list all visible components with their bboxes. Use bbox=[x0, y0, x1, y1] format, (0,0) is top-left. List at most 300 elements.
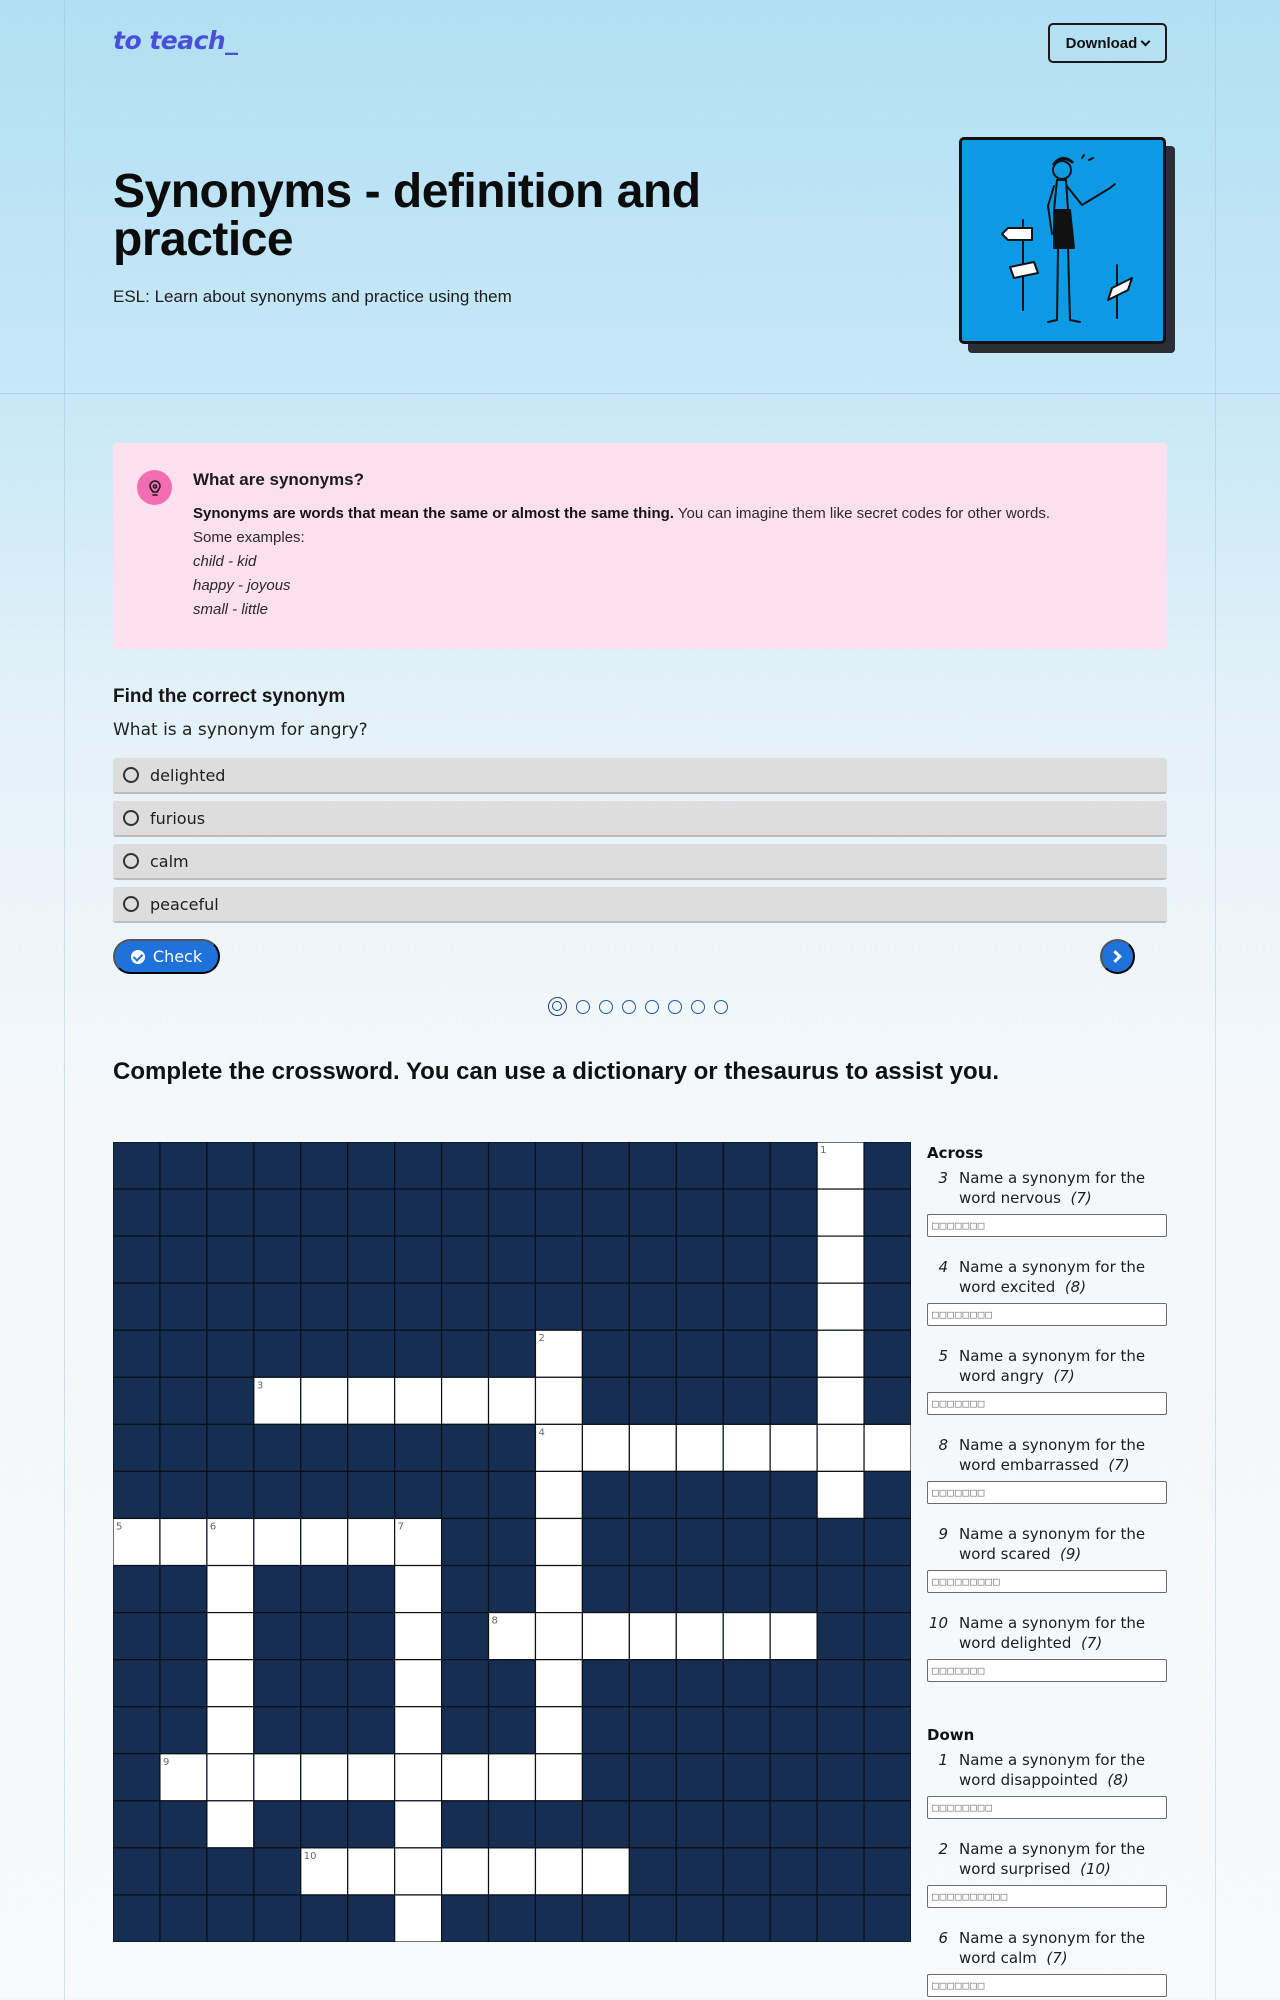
crossword-cell[interactable] bbox=[770, 1613, 817, 1660]
crossword-cell[interactable] bbox=[582, 1424, 629, 1471]
answer-input-across-10[interactable] bbox=[927, 1659, 1167, 1682]
crossword-cell[interactable] bbox=[348, 1377, 395, 1424]
crossword-block bbox=[676, 1566, 723, 1613]
crossword-block bbox=[817, 1518, 864, 1565]
crossword-block bbox=[582, 1283, 629, 1330]
clue-length: (7) bbox=[1053, 1367, 1075, 1385]
crossword-block bbox=[770, 1377, 817, 1424]
lightbulb-icon bbox=[137, 470, 172, 505]
radio-button[interactable] bbox=[123, 767, 139, 783]
cell-number: 9 bbox=[162, 1756, 170, 1768]
crossword-cell[interactable] bbox=[535, 1377, 582, 1424]
clue-text: Name a synonym for the word scared bbox=[959, 1525, 1146, 1563]
crossword-block bbox=[582, 1236, 629, 1283]
clue-text: Name a synonym for the word disappointed bbox=[959, 1751, 1146, 1789]
crossword-block bbox=[723, 1330, 770, 1377]
crossword-block bbox=[723, 1566, 770, 1613]
crossword-block bbox=[207, 1895, 254, 1942]
crossword-block bbox=[442, 1424, 489, 1471]
crossword-block bbox=[254, 1848, 301, 1895]
crossword-block bbox=[254, 1707, 301, 1754]
crossword-block bbox=[582, 1801, 629, 1848]
example-item: small - little bbox=[193, 601, 269, 618]
option-label: delighted bbox=[150, 765, 226, 785]
crossword-block bbox=[629, 1330, 676, 1377]
crossword-block bbox=[301, 1707, 348, 1754]
answer-option[interactable] bbox=[113, 758, 1167, 794]
crossword-block bbox=[160, 1848, 207, 1895]
definition-callout bbox=[113, 443, 1167, 649]
answer-input-across-5[interactable] bbox=[927, 1392, 1167, 1415]
crossword-block bbox=[489, 1142, 536, 1189]
crossword-cell[interactable] bbox=[395, 1566, 442, 1613]
crossword-block bbox=[442, 1142, 489, 1189]
pagination-dot[interactable] bbox=[622, 1000, 636, 1014]
answer-input-down-6[interactable] bbox=[927, 1974, 1167, 1997]
crossword-block bbox=[160, 1377, 207, 1424]
crossword-block bbox=[301, 1236, 348, 1283]
crossword-block bbox=[113, 1707, 160, 1754]
crossword-block bbox=[160, 1236, 207, 1283]
crossword-cell[interactable] bbox=[395, 1848, 442, 1895]
answer-input-down-1[interactable] bbox=[927, 1796, 1167, 1819]
cell-number: 7 bbox=[397, 1521, 405, 1533]
radio-button[interactable] bbox=[123, 896, 139, 912]
crossword-block bbox=[676, 1377, 723, 1424]
crossword-block bbox=[864, 1330, 911, 1377]
crossword-block bbox=[489, 1660, 536, 1707]
crossword-cell[interactable] bbox=[207, 1754, 254, 1801]
crossword-cell[interactable] bbox=[817, 1283, 864, 1330]
crossword-cell[interactable] bbox=[817, 1377, 864, 1424]
crossword-block bbox=[817, 1895, 864, 1942]
crossword-block bbox=[395, 1236, 442, 1283]
crossword-cell[interactable] bbox=[535, 1707, 582, 1754]
download-button[interactable] bbox=[1048, 23, 1167, 63]
crossword-block bbox=[582, 1518, 629, 1565]
clue-text: Name a synonym for the word excited bbox=[959, 1258, 1146, 1296]
crossword-block bbox=[723, 1707, 770, 1754]
question-pagination bbox=[548, 997, 728, 1016]
crossword-block bbox=[676, 1754, 723, 1801]
crossword-cell[interactable] bbox=[207, 1566, 254, 1613]
crossword-block bbox=[582, 1377, 629, 1424]
clue-length: (10) bbox=[1080, 1860, 1111, 1878]
crossword-block bbox=[395, 1189, 442, 1236]
crossword-block bbox=[489, 1471, 536, 1518]
crossword-block bbox=[489, 1895, 536, 1942]
confused-person-signposts-illustration bbox=[962, 140, 1163, 341]
crossword-cell[interactable] bbox=[348, 1754, 395, 1801]
callout-title: What are synonyms? bbox=[193, 470, 364, 489]
crossword-block bbox=[629, 1801, 676, 1848]
pagination-dot[interactable] bbox=[668, 1000, 682, 1014]
crossword-block bbox=[770, 1660, 817, 1707]
crossword-cell[interactable] bbox=[864, 1424, 911, 1471]
crossword-cell[interactable] bbox=[582, 1613, 629, 1660]
crossword-block bbox=[535, 1283, 582, 1330]
crossword-block bbox=[160, 1613, 207, 1660]
crossword-cell[interactable] bbox=[442, 1377, 489, 1424]
crossword-block bbox=[864, 1377, 911, 1424]
crossword-cell[interactable] bbox=[395, 1707, 442, 1754]
crossword-block bbox=[160, 1707, 207, 1754]
crossword-cell[interactable] bbox=[395, 1377, 442, 1424]
crossword-block bbox=[489, 1283, 536, 1330]
crossword-cell[interactable] bbox=[723, 1613, 770, 1660]
radio-button[interactable] bbox=[123, 810, 139, 826]
crossword-block bbox=[629, 1142, 676, 1189]
crossword-block bbox=[629, 1848, 676, 1895]
crossword-block bbox=[629, 1566, 676, 1613]
crossword-block bbox=[817, 1848, 864, 1895]
crossword-block bbox=[442, 1566, 489, 1613]
crossword-block bbox=[160, 1895, 207, 1942]
crossword-block bbox=[254, 1142, 301, 1189]
crossword-cell[interactable] bbox=[817, 1330, 864, 1377]
crossword-block bbox=[442, 1330, 489, 1377]
crossword-block bbox=[113, 1471, 160, 1518]
crossword-block bbox=[582, 1895, 629, 1942]
cell-number: 2 bbox=[538, 1333, 545, 1345]
crossword-block bbox=[864, 1707, 911, 1754]
crossword-block bbox=[770, 1518, 817, 1565]
crossword-cell[interactable] bbox=[442, 1848, 489, 1895]
crossword-cell[interactable] bbox=[535, 1754, 582, 1801]
crossword-block bbox=[301, 1283, 348, 1330]
crossword-block bbox=[676, 1848, 723, 1895]
crossword-block bbox=[113, 1142, 160, 1189]
crossword-block bbox=[254, 1330, 301, 1377]
crossword-block bbox=[301, 1471, 348, 1518]
answer-input-across-3[interactable] bbox=[927, 1214, 1167, 1237]
crossword-block bbox=[723, 1518, 770, 1565]
crossword-cell[interactable] bbox=[535, 1660, 582, 1707]
clue-number: 4 bbox=[938, 1258, 948, 1276]
crossword-block bbox=[770, 1754, 817, 1801]
crossword-block bbox=[723, 1142, 770, 1189]
crossword-block bbox=[723, 1283, 770, 1330]
cell-number: 6 bbox=[209, 1521, 217, 1533]
crossword-block bbox=[442, 1613, 489, 1660]
crossword-cell[interactable] bbox=[535, 1566, 582, 1613]
crossword-cell[interactable] bbox=[395, 1801, 442, 1848]
cell-number: 5 bbox=[116, 1521, 123, 1533]
crossword-block bbox=[489, 1189, 536, 1236]
crossword-block bbox=[348, 1330, 395, 1377]
crossword-block bbox=[817, 1566, 864, 1613]
example-item: happy - joyous bbox=[193, 577, 291, 594]
crossword-block bbox=[442, 1236, 489, 1283]
clue-down-2 bbox=[927, 1839, 1167, 1908]
layout-guide-right bbox=[1215, 0, 1216, 2000]
crossword-block bbox=[723, 1754, 770, 1801]
crossword-block bbox=[301, 1613, 348, 1660]
crossword-cell[interactable] bbox=[817, 1189, 864, 1236]
crossword-block bbox=[629, 1895, 676, 1942]
pagination-dot[interactable] bbox=[714, 1000, 728, 1014]
crossword-block bbox=[254, 1566, 301, 1613]
crossword-block bbox=[723, 1848, 770, 1895]
crossword-grid bbox=[113, 1142, 911, 1942]
crossword-cell[interactable] bbox=[207, 1801, 254, 1848]
check-label: Check bbox=[152, 947, 203, 966]
crossword-cell[interactable] bbox=[395, 1754, 442, 1801]
crossword-block bbox=[489, 1424, 536, 1471]
crossword-cell[interactable] bbox=[254, 1754, 301, 1801]
crossword-block bbox=[160, 1801, 207, 1848]
crossword-cell[interactable] bbox=[301, 1754, 348, 1801]
crossword-block bbox=[113, 1613, 160, 1660]
crossword-block bbox=[629, 1518, 676, 1565]
crossword-cell[interactable] bbox=[676, 1424, 723, 1471]
page-subtitle: ESL: Learn about synonyms and practice using them bbox=[113, 287, 512, 306]
answer-input-across-4[interactable] bbox=[927, 1303, 1167, 1326]
option-label: calm bbox=[150, 851, 189, 871]
crossword-block bbox=[395, 1424, 442, 1471]
clue-down-1 bbox=[927, 1750, 1167, 1819]
crossword-cell[interactable] bbox=[676, 1613, 723, 1660]
crossword-block bbox=[489, 1707, 536, 1754]
crossword-block bbox=[582, 1189, 629, 1236]
clue-length: (8) bbox=[1064, 1278, 1087, 1296]
crossword-clues bbox=[927, 1142, 1167, 2000]
clue-text: Name a synonym for the word nervous bbox=[959, 1169, 1146, 1207]
crossword-block bbox=[348, 1424, 395, 1471]
crossword-cell[interactable] bbox=[489, 1377, 536, 1424]
examples-label: Some examples: bbox=[193, 529, 305, 546]
crossword-block bbox=[254, 1283, 301, 1330]
crossword-block bbox=[348, 1613, 395, 1660]
answer-option[interactable] bbox=[113, 844, 1167, 880]
layout-guide-left bbox=[64, 0, 65, 2000]
clue-section-spacer bbox=[927, 1702, 1167, 1724]
crossword-block bbox=[489, 1518, 536, 1565]
check-answer-button[interactable] bbox=[113, 939, 220, 974]
crossword-block bbox=[864, 1660, 911, 1707]
crossword-block bbox=[348, 1895, 395, 1942]
site-logo[interactable]: to teach_ bbox=[113, 26, 238, 55]
crossword-block bbox=[160, 1660, 207, 1707]
crossword-block bbox=[207, 1377, 254, 1424]
crossword-block bbox=[629, 1236, 676, 1283]
example-item: child - kid bbox=[193, 553, 257, 570]
crossword-block bbox=[770, 1801, 817, 1848]
lightbulb-glyph bbox=[146, 479, 164, 497]
crossword-cell[interactable] bbox=[489, 1848, 536, 1895]
crossword-cell[interactable] bbox=[301, 1377, 348, 1424]
crossword-block bbox=[770, 1848, 817, 1895]
cell-number: 8 bbox=[491, 1615, 498, 1627]
radio-button[interactable] bbox=[123, 853, 139, 869]
crossword-block bbox=[301, 1660, 348, 1707]
clue-number: 5 bbox=[938, 1347, 948, 1365]
option-label: peaceful bbox=[150, 894, 219, 914]
crossword-block bbox=[160, 1189, 207, 1236]
crossword-block bbox=[676, 1236, 723, 1283]
crossword-block bbox=[864, 1283, 911, 1330]
crossword-block bbox=[113, 1801, 160, 1848]
crossword-block bbox=[442, 1660, 489, 1707]
crossword-block bbox=[582, 1330, 629, 1377]
crossword-block bbox=[301, 1142, 348, 1189]
check-circle-icon bbox=[131, 950, 145, 964]
crossword-block bbox=[723, 1895, 770, 1942]
download-label: Download bbox=[1065, 34, 1138, 52]
answer-option[interactable] bbox=[113, 887, 1167, 923]
crossword-cell[interactable] bbox=[629, 1424, 676, 1471]
crossword-cell[interactable] bbox=[207, 1613, 254, 1660]
crossword-block bbox=[629, 1189, 676, 1236]
crossword-cell[interactable] bbox=[817, 1471, 864, 1518]
pagination-dot[interactable] bbox=[576, 1000, 590, 1014]
crossword-block bbox=[489, 1330, 536, 1377]
crossword-cell[interactable] bbox=[535, 1613, 582, 1660]
crossword-block bbox=[348, 1660, 395, 1707]
crossword-cell[interactable] bbox=[535, 1471, 582, 1518]
pagination-dot[interactable] bbox=[599, 1000, 613, 1014]
crossword-cell[interactable] bbox=[207, 1660, 254, 1707]
cell-number: 3 bbox=[256, 1380, 264, 1392]
clue-text: Name a synonym for the word angry bbox=[959, 1347, 1146, 1385]
crossword-block bbox=[207, 1848, 254, 1895]
crossword-cell[interactable] bbox=[535, 1848, 582, 1895]
pagination-dot[interactable] bbox=[645, 1000, 659, 1014]
crossword-block bbox=[113, 1377, 160, 1424]
clue-length: (7) bbox=[1080, 1634, 1103, 1652]
crossword-block bbox=[207, 1424, 254, 1471]
crossword-block bbox=[770, 1236, 817, 1283]
crossword-cell[interactable] bbox=[770, 1424, 817, 1471]
answer-option[interactable] bbox=[113, 801, 1167, 837]
clue-text: Name a synonym for the word surprised bbox=[959, 1840, 1146, 1878]
crossword-block bbox=[301, 1424, 348, 1471]
crossword-block bbox=[535, 1236, 582, 1283]
crossword-heading: Complete the crossword. You can use a dictionary or thesaurus to assist you. bbox=[113, 1058, 1000, 1085]
crossword-block bbox=[113, 1754, 160, 1801]
crossword-block bbox=[348, 1566, 395, 1613]
pagination-dot[interactable] bbox=[548, 997, 567, 1016]
crossword-cell[interactable] bbox=[723, 1424, 770, 1471]
callout-body bbox=[193, 502, 1050, 622]
chevron-right-icon bbox=[1109, 950, 1122, 963]
crossword-block bbox=[301, 1895, 348, 1942]
quiz-question: What is a synonym for angry? bbox=[113, 720, 368, 740]
crossword-cell[interactable] bbox=[535, 1518, 582, 1565]
crossword-block bbox=[301, 1189, 348, 1236]
answer-input-across-8[interactable] bbox=[927, 1481, 1167, 1504]
crossword-block bbox=[676, 1283, 723, 1330]
crossword-block bbox=[113, 1424, 160, 1471]
clue-across-9 bbox=[927, 1524, 1167, 1593]
crossword-cell[interactable] bbox=[395, 1613, 442, 1660]
crossword-block bbox=[864, 1895, 911, 1942]
crossword-cell[interactable] bbox=[160, 1518, 207, 1565]
crossword-block bbox=[864, 1236, 911, 1283]
crossword-cell[interactable] bbox=[817, 1424, 864, 1471]
crossword-block bbox=[629, 1283, 676, 1330]
clue-number: 8 bbox=[938, 1436, 948, 1454]
crossword-block bbox=[348, 1142, 395, 1189]
crossword-block bbox=[629, 1754, 676, 1801]
next-question-button[interactable] bbox=[1100, 939, 1135, 974]
crossword-cell[interactable] bbox=[489, 1754, 536, 1801]
cell-number: 1 bbox=[820, 1145, 827, 1156]
crossword-block bbox=[864, 1142, 911, 1189]
crossword-block bbox=[535, 1801, 582, 1848]
crossword-cell[interactable] bbox=[207, 1707, 254, 1754]
crossword-block bbox=[770, 1471, 817, 1518]
clue-across-3 bbox=[927, 1168, 1167, 1237]
crossword-block bbox=[442, 1707, 489, 1754]
clue-text: Name a synonym for the word embarrassed bbox=[959, 1436, 1146, 1474]
crossword-cell[interactable] bbox=[254, 1518, 301, 1565]
answer-input-down-2[interactable] bbox=[927, 1885, 1167, 1908]
crossword-block bbox=[254, 1801, 301, 1848]
crossword-block bbox=[254, 1895, 301, 1942]
crossword-block bbox=[301, 1566, 348, 1613]
crossword-cell[interactable] bbox=[395, 1895, 442, 1942]
pagination-dot[interactable] bbox=[691, 1000, 705, 1014]
clue-across-10 bbox=[927, 1613, 1167, 1682]
crossword-block bbox=[160, 1566, 207, 1613]
crossword-cell[interactable] bbox=[442, 1754, 489, 1801]
crossword-cell[interactable] bbox=[348, 1518, 395, 1565]
clue-length: (7) bbox=[1046, 1949, 1068, 1967]
crossword-cell[interactable] bbox=[301, 1518, 348, 1565]
crossword-block bbox=[254, 1424, 301, 1471]
definition-bold: Synonyms are words that mean the same or almost the same thing. bbox=[193, 505, 674, 522]
crossword-block bbox=[535, 1189, 582, 1236]
crossword-block bbox=[864, 1613, 911, 1660]
crossword-cell[interactable] bbox=[395, 1660, 442, 1707]
crossword-block bbox=[489, 1566, 536, 1613]
crossword-block bbox=[348, 1283, 395, 1330]
crossword-block bbox=[723, 1377, 770, 1424]
crossword-cell[interactable] bbox=[582, 1848, 629, 1895]
crossword-block bbox=[442, 1518, 489, 1565]
crossword-block bbox=[864, 1848, 911, 1895]
clue-length: (7) bbox=[1070, 1189, 1092, 1207]
crossword-block bbox=[395, 1283, 442, 1330]
crossword-block bbox=[817, 1754, 864, 1801]
clue-number: 3 bbox=[938, 1169, 948, 1187]
crossword-block bbox=[723, 1236, 770, 1283]
crossword-block bbox=[817, 1707, 864, 1754]
crossword-block bbox=[395, 1330, 442, 1377]
crossword-cell[interactable] bbox=[817, 1236, 864, 1283]
crossword-block bbox=[864, 1801, 911, 1848]
answer-input-across-9[interactable] bbox=[927, 1570, 1167, 1593]
crossword-block bbox=[629, 1377, 676, 1424]
crossword-block bbox=[442, 1471, 489, 1518]
crossword-block bbox=[864, 1518, 911, 1565]
crossword-block bbox=[254, 1613, 301, 1660]
header-divider bbox=[0, 393, 1280, 394]
crossword-block bbox=[113, 1895, 160, 1942]
crossword-cell[interactable] bbox=[348, 1848, 395, 1895]
quiz-heading: Find the correct synonym bbox=[113, 686, 346, 707]
clue-length: (9) bbox=[1060, 1545, 1082, 1563]
crossword-block bbox=[442, 1895, 489, 1942]
clue-length: (8) bbox=[1107, 1771, 1129, 1789]
crossword-block bbox=[582, 1754, 629, 1801]
crossword-block bbox=[676, 1471, 723, 1518]
crossword-block bbox=[723, 1471, 770, 1518]
crossword-block bbox=[301, 1801, 348, 1848]
crossword-cell[interactable] bbox=[629, 1613, 676, 1660]
clue-number: 2 bbox=[938, 1840, 948, 1858]
